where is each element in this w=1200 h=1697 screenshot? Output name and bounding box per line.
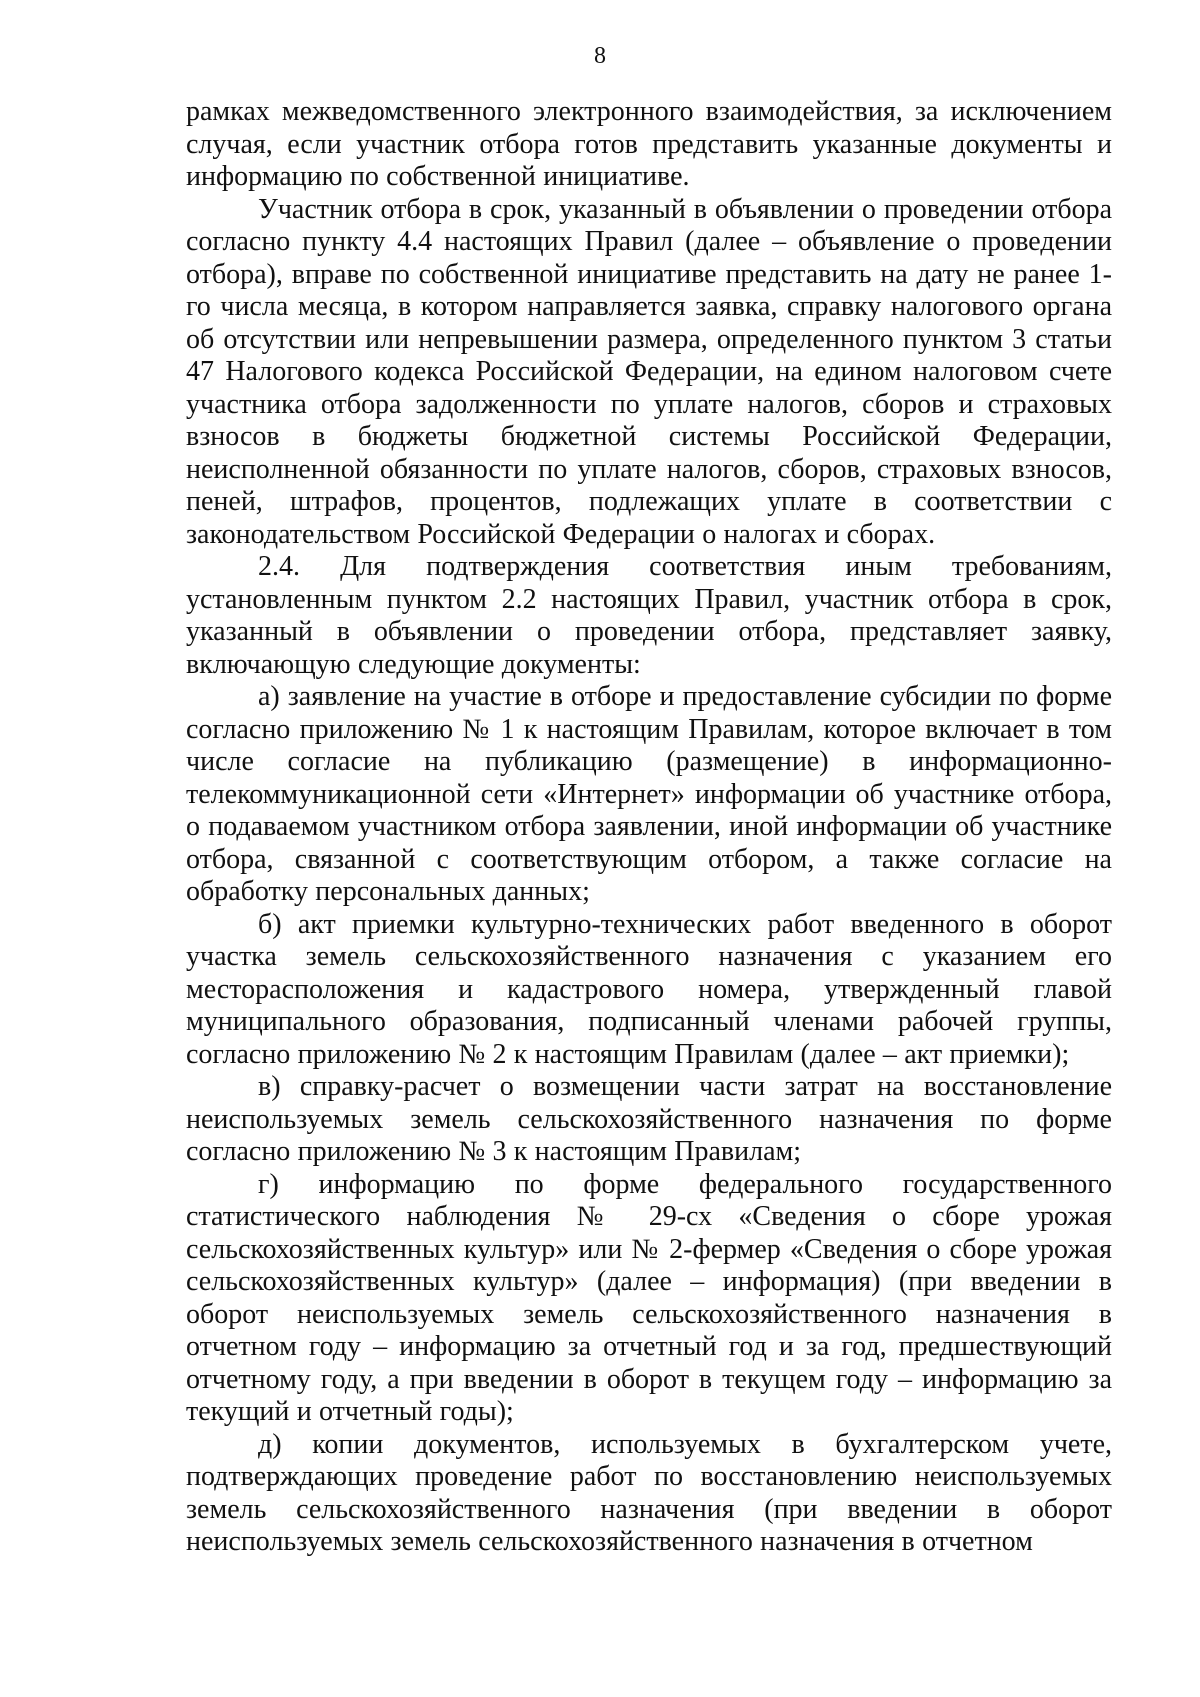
list-item-g: г) информацию по форме федерального государственного статистического наблюдения № 29-сх «Сведения о сборе урожая сельскохозяйственных культур» или № 2-фермер «Сведения о сборе урожая сельскохозяйственных культур» (далее – информация) (при введении в оборот неиспользуемых земель сельскохозяйственного назначения в отчетном году – информацию за отчетный год и за год, предшествующий отчетному году, а при введении в оборот в текущем году – информацию за текущий и отчетный годы);: [186, 1168, 1112, 1427]
list-item-b: б) акт приемки культурно-технических работ введенного в оборот участка земель сельскохозяйственного назначения с указанием его месторасположения и кадастрового номера, утвержденный главой муниципального образования, подписанный членами рабочей группы, согласно приложению № 2 к настоящим Правилам (далее – акт приемки);: [186, 908, 1112, 1070]
list-item-d: д) копии документов, используемых в бухгалтерском учете, подтверждающих проведение работ по восстановлению неиспользуемых земель сельскохозяйственного назначения (при введении в оборот неиспользуемых земель сельскохозяйственного назначения в отчетном: [186, 1428, 1112, 1557]
page-number: 8: [594, 43, 606, 69]
document-body: [186, 96, 1112, 1559]
paragraph-2-4: 2.4. Для подтверждения соответствия иным требованиям, установленным пунктом 2.2 настоящих Правил, участник отбора в срок, указанный в объявлении о проведении отбора, представляет заявку, включающую следующие документы:: [186, 551, 1112, 680]
paragraph-participant-certificate: Участник отбора в срок, указанный в объявлении о проведении отбора согласно пункту 4.4 настоящих Правил (далее – объявление о проведении отбора), вправе по собственной инициативе представить на дату не ранее 1-го числа месяца, в котором направляется заявка, справку налогового органа об отсутствии или непревышении размера, определенного пунктом 3 статьи 47 Налогового кодекса Российской Федерации, на едином налоговом счете участника отбора задолженности по уплате налогов, сборов и страховых взносов в бюджеты бюджетной системы Российской Федерации, неисполненной обязанности по уплате налогов, сборов, страховых взносов, пеней, штрафов, процентов, подлежащих уплате в соответствии с законодательством Российской Федерации о налогах и сборах.: [186, 193, 1112, 550]
list-item-a: а) заявление на участие в отборе и предоставление субсидии по форме согласно приложению № 1 к настоящим Правилам, которое включает в том числе согласие на публикацию (размещение) в информационно-телекоммуникационной сети «Интернет» информации об участнике отбора, о подаваемом участником отбора заявлении, иной информации об участнике отбора, связанной с соответствующим отбором, а также согласие на обработку персональных данных;: [186, 681, 1112, 907]
paragraph-continuation: рамках межведомственного электронного взаимодействия, за исключением случая, если участник отбора готов представить указанные документы и информацию по собственной инициативе.: [186, 96, 1112, 192]
list-item-v: в) справку-расчет о возмещении части затрат на восстановление неиспользуемых земель сельскохозяйственного назначения по форме согласно приложению № 3 к настоящим Правилам;: [186, 1071, 1112, 1167]
